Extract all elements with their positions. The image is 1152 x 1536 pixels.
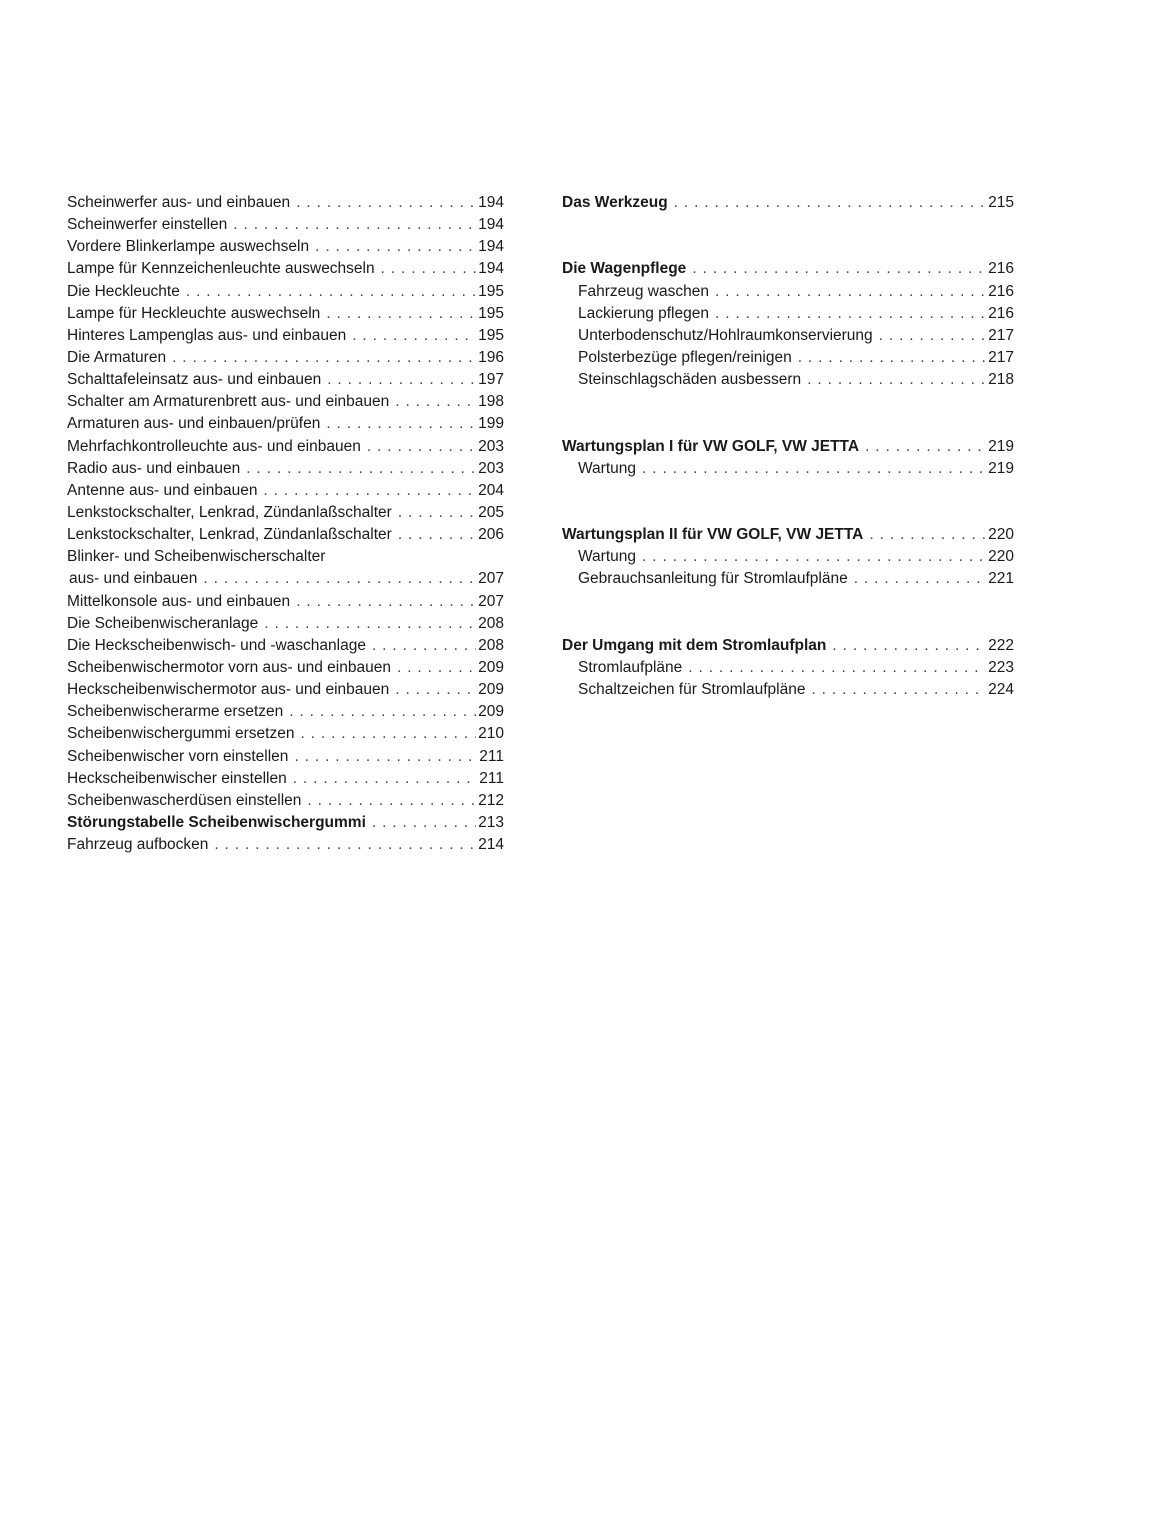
toc-entry-title: Wartung — [578, 548, 637, 566]
toc-entry-title: Scheibenwischergummi ersetzen — [67, 725, 295, 743]
toc-entry — [562, 546, 1014, 568]
toc-entry-title: Die Armaturen — [67, 348, 167, 366]
toc-entry-title: Schaltzeichen für Stromlaufpläne — [578, 681, 806, 699]
leader-dots — [263, 480, 476, 502]
toc-entry-page: 207 — [478, 570, 504, 588]
toc-entry-title: Scheibenwascherdüsen einstellen — [67, 791, 302, 809]
toc-entry — [67, 568, 504, 590]
toc-entry-page: 197 — [478, 371, 504, 389]
toc-entry — [67, 480, 504, 502]
toc-entry-title: Fahrzeug waschen — [578, 282, 709, 300]
toc-entry-page: 218 — [988, 371, 1014, 389]
toc-entry-title: Die Heckscheibenwisch- und -waschanlage — [67, 636, 366, 654]
toc-entry-title: Scheibenwischerarme ersetzen — [67, 703, 284, 721]
toc-entry — [67, 635, 504, 657]
leader-dots — [214, 834, 476, 856]
leader-dots — [186, 281, 476, 303]
toc-right-column — [562, 192, 1014, 701]
toc-entry-page: 211 — [479, 769, 504, 787]
toc-entry — [67, 723, 504, 745]
toc-entry — [67, 790, 504, 812]
toc-entry — [67, 281, 504, 303]
toc-entry — [562, 369, 1014, 391]
toc-entry — [67, 524, 504, 546]
toc-entry-page: 207 — [478, 592, 504, 610]
leader-dots — [807, 369, 986, 391]
toc-entry-page: 209 — [478, 658, 504, 676]
toc-entry-page: 208 — [478, 636, 504, 654]
toc-entry — [562, 347, 1014, 369]
leader-dots — [692, 258, 986, 280]
toc-entry — [67, 458, 504, 480]
toc-section-heading — [562, 192, 1014, 214]
toc-entry-title: Steinschlagschäden ausbessern — [578, 371, 802, 389]
toc-entry-page: 223 — [988, 658, 1014, 676]
toc-entry — [67, 812, 504, 834]
toc-entry-title: Die Wagenpflege — [562, 260, 687, 278]
toc-section-heading — [562, 524, 1014, 546]
leader-dots — [289, 701, 476, 723]
toc-entry-page: 220 — [988, 548, 1014, 566]
toc-entry-title: Das Werkzeug — [562, 194, 668, 211]
toc-entry-title: Schalttafeleinsatz aus- und einbauen — [67, 371, 322, 389]
leader-dots — [688, 657, 986, 679]
toc-entry-page: 224 — [988, 681, 1014, 699]
toc-entry — [562, 458, 1014, 480]
toc-entry-title: Heckscheibenwischer einstellen — [67, 769, 287, 787]
toc-entry-page: 219 — [988, 459, 1014, 477]
spacer — [562, 502, 1014, 524]
toc-entry — [67, 546, 504, 568]
toc-entry-title: Armaturen aus- und einbauen/prüfen — [67, 415, 321, 433]
toc-entry-page: 217 — [988, 348, 1014, 366]
leader-dots — [327, 369, 476, 391]
leader-dots — [372, 812, 476, 834]
toc-entry-title: Gebrauchsanleitung für Stromlaufpläne — [578, 570, 848, 588]
toc-entry-title: Stromlaufpläne — [578, 658, 683, 676]
leader-dots — [233, 214, 476, 236]
leader-dots — [367, 436, 476, 458]
toc-entry-title: Hinteres Lampenglas aus- und einbauen — [67, 326, 347, 344]
toc-entry-page: 205 — [478, 503, 504, 521]
toc-entry-title: Fahrzeug aufbocken — [67, 836, 209, 854]
toc-entry-page: 219 — [988, 437, 1014, 455]
leader-dots — [293, 768, 478, 790]
spacer — [562, 613, 1014, 635]
leader-dots — [854, 568, 986, 590]
toc-section-heading — [562, 258, 1014, 280]
toc-entry-title: Die Heckleuchte — [67, 282, 180, 300]
leader-dots — [372, 635, 476, 657]
toc-entry — [67, 502, 504, 524]
toc-section-heading — [562, 635, 1014, 657]
leader-dots — [264, 613, 476, 635]
toc-entry-title: Heckscheibenwischermotor aus- und einbauen — [67, 681, 390, 699]
leader-dots — [715, 303, 986, 325]
leader-dots — [300, 723, 476, 745]
leader-dots — [398, 502, 476, 524]
toc-entry-title: Lackierung pflegen — [578, 304, 709, 322]
toc-entry-page: 216 — [988, 260, 1014, 278]
toc-entry-page: 203 — [478, 459, 504, 477]
toc-entry-title: Die Scheibenwischeranlage — [67, 614, 259, 632]
leader-dots — [307, 790, 476, 812]
toc-entry-page: 216 — [988, 282, 1014, 300]
toc-entry-page: 206 — [478, 526, 504, 544]
toc-section-heading — [562, 436, 1014, 458]
toc-entry-page: 195 — [478, 282, 504, 300]
toc-entry-page: 210 — [478, 725, 504, 743]
spacer — [562, 591, 1014, 613]
toc-entry-title: Der Umgang mit dem Stromlaufplan — [562, 636, 827, 654]
toc-entry — [562, 679, 1014, 701]
leader-dots — [832, 635, 986, 657]
leader-dots — [203, 568, 476, 590]
toc-entry — [67, 303, 504, 325]
toc-entry — [562, 325, 1014, 347]
leader-dots — [381, 258, 477, 280]
toc-entry-title: Lenkstockschalter, Lenkrad, Zündanlaßschalter — [67, 503, 392, 521]
leader-dots — [674, 192, 986, 214]
spacer — [562, 236, 1014, 258]
toc-entry-page: 194 — [478, 194, 504, 211]
toc-entry-title: Mehrfachkontrolleuchte aus- und einbauen — [67, 437, 361, 455]
toc-entry — [67, 591, 504, 613]
toc-entry-title: Antenne aus- und einbauen — [67, 481, 258, 499]
toc-entry-title: Lampe für Heckleuchte auswechseln — [67, 304, 321, 322]
spacer — [562, 391, 1014, 413]
toc-left-column — [67, 192, 504, 856]
toc-entry — [67, 679, 504, 701]
toc-entry-page: 215 — [988, 194, 1014, 211]
leader-dots — [172, 347, 476, 369]
toc-entry — [67, 347, 504, 369]
toc-entry — [67, 436, 504, 458]
leader-dots — [642, 546, 986, 568]
toc-entry — [67, 834, 504, 856]
toc-entry-title: Wartungsplan I für VW GOLF, VW JETTA — [562, 437, 860, 455]
toc-entry-title: aus- und einbauen — [69, 570, 198, 588]
toc-entry-page: 194 — [478, 238, 504, 256]
toc-entry — [562, 568, 1014, 590]
toc-entry-page: 212 — [478, 791, 504, 809]
toc-entry-page: 209 — [478, 681, 504, 699]
toc-entry-title: Unterbodenschutz/Hohlraumkonservierung — [578, 326, 873, 344]
toc-entry — [67, 657, 504, 679]
leader-dots — [395, 679, 476, 701]
toc-entry-page: 196 — [478, 348, 504, 366]
leader-dots — [395, 391, 476, 413]
toc-entry-page: 204 — [478, 481, 504, 499]
spacer — [562, 413, 1014, 435]
leader-dots — [326, 413, 476, 435]
toc-entry-page: 195 — [478, 326, 504, 344]
toc-entry — [67, 192, 504, 214]
leader-dots — [296, 192, 476, 214]
toc-entry — [67, 701, 504, 723]
leader-dots — [865, 436, 986, 458]
leader-dots — [246, 458, 476, 480]
leader-dots — [879, 325, 986, 347]
toc-entry-page: 216 — [988, 304, 1014, 322]
leader-dots — [397, 657, 476, 679]
spacer — [562, 214, 1014, 236]
toc-entry-title: Vordere Blinkerlampe auswechseln — [67, 238, 310, 256]
toc-entry — [67, 768, 504, 790]
toc-entry-page: 220 — [988, 526, 1014, 544]
leader-dots — [296, 591, 476, 613]
toc-entry-title: Wartungsplan II für VW GOLF, VW JETTA — [562, 526, 864, 544]
toc-entry-title: Scheibenwischer vorn einstellen — [67, 747, 289, 765]
toc-entry-title: Radio aus- und einbauen — [67, 459, 241, 477]
leader-dots — [398, 524, 476, 546]
leader-dots — [642, 458, 986, 480]
toc-entry-page: 194 — [478, 260, 504, 278]
toc-entry-title: Lampe für Kennzeichenleuchte auswechseln — [67, 260, 375, 278]
leader-dots — [326, 303, 476, 325]
toc-entry-title: Scheinwerfer aus- und einbauen — [67, 194, 291, 211]
toc-entry — [67, 391, 504, 413]
leader-dots — [811, 679, 986, 701]
leader-dots — [315, 236, 476, 258]
toc-entry-page: 214 — [478, 836, 504, 854]
leader-dots — [869, 524, 986, 546]
toc-entry-title: Blinker- und Scheibenwischerschalter — [67, 548, 326, 566]
leader-dots — [715, 281, 986, 303]
leader-dots — [352, 325, 476, 347]
leader-dots — [294, 746, 477, 768]
toc-entry — [562, 303, 1014, 325]
toc-entry-title: Störungstabelle Scheibenwischergummi — [67, 813, 366, 831]
toc-entry — [67, 325, 504, 347]
toc-entry — [562, 281, 1014, 303]
toc-entry-title: Mittelkonsole aus- und einbauen — [67, 592, 291, 610]
toc-entry-title: Scheibenwischermotor vorn aus- und einbauen — [67, 658, 391, 676]
toc-entry-page: 195 — [478, 304, 504, 322]
toc-entry-page: 194 — [478, 216, 504, 234]
toc-entry — [67, 236, 504, 258]
toc-entry — [67, 613, 504, 635]
toc-entry-page: 198 — [478, 393, 504, 411]
toc-entry — [562, 657, 1014, 679]
toc-entry-title: Polsterbezüge pflegen/reinigen — [578, 348, 792, 366]
toc-entry — [67, 369, 504, 391]
toc-entry-page: 221 — [988, 570, 1014, 588]
toc-entry — [67, 746, 504, 768]
toc-entry-title: Schalter am Armaturenbrett aus- und einbauen — [67, 393, 390, 411]
leader-dots — [798, 347, 986, 369]
toc-entry-page: 208 — [478, 614, 504, 632]
toc-entry — [67, 214, 504, 236]
toc-entry-page: 217 — [988, 326, 1014, 344]
toc-entry — [67, 413, 504, 435]
toc-entry-title: Scheinwerfer einstellen — [67, 216, 228, 234]
toc-entry-page: 211 — [479, 747, 504, 765]
spacer — [562, 480, 1014, 502]
toc-entry-title: Lenkstockschalter, Lenkrad, Zündanlaßschalter — [67, 526, 392, 544]
toc-entry-title: Wartung — [578, 459, 637, 477]
toc-entry-page: 199 — [478, 415, 504, 433]
toc-entry-page: 209 — [478, 703, 504, 721]
toc-entry-page: 222 — [988, 636, 1014, 654]
toc-entry — [67, 258, 504, 280]
toc-entry-page: 203 — [478, 437, 504, 455]
toc-entry-page: 213 — [478, 813, 504, 831]
